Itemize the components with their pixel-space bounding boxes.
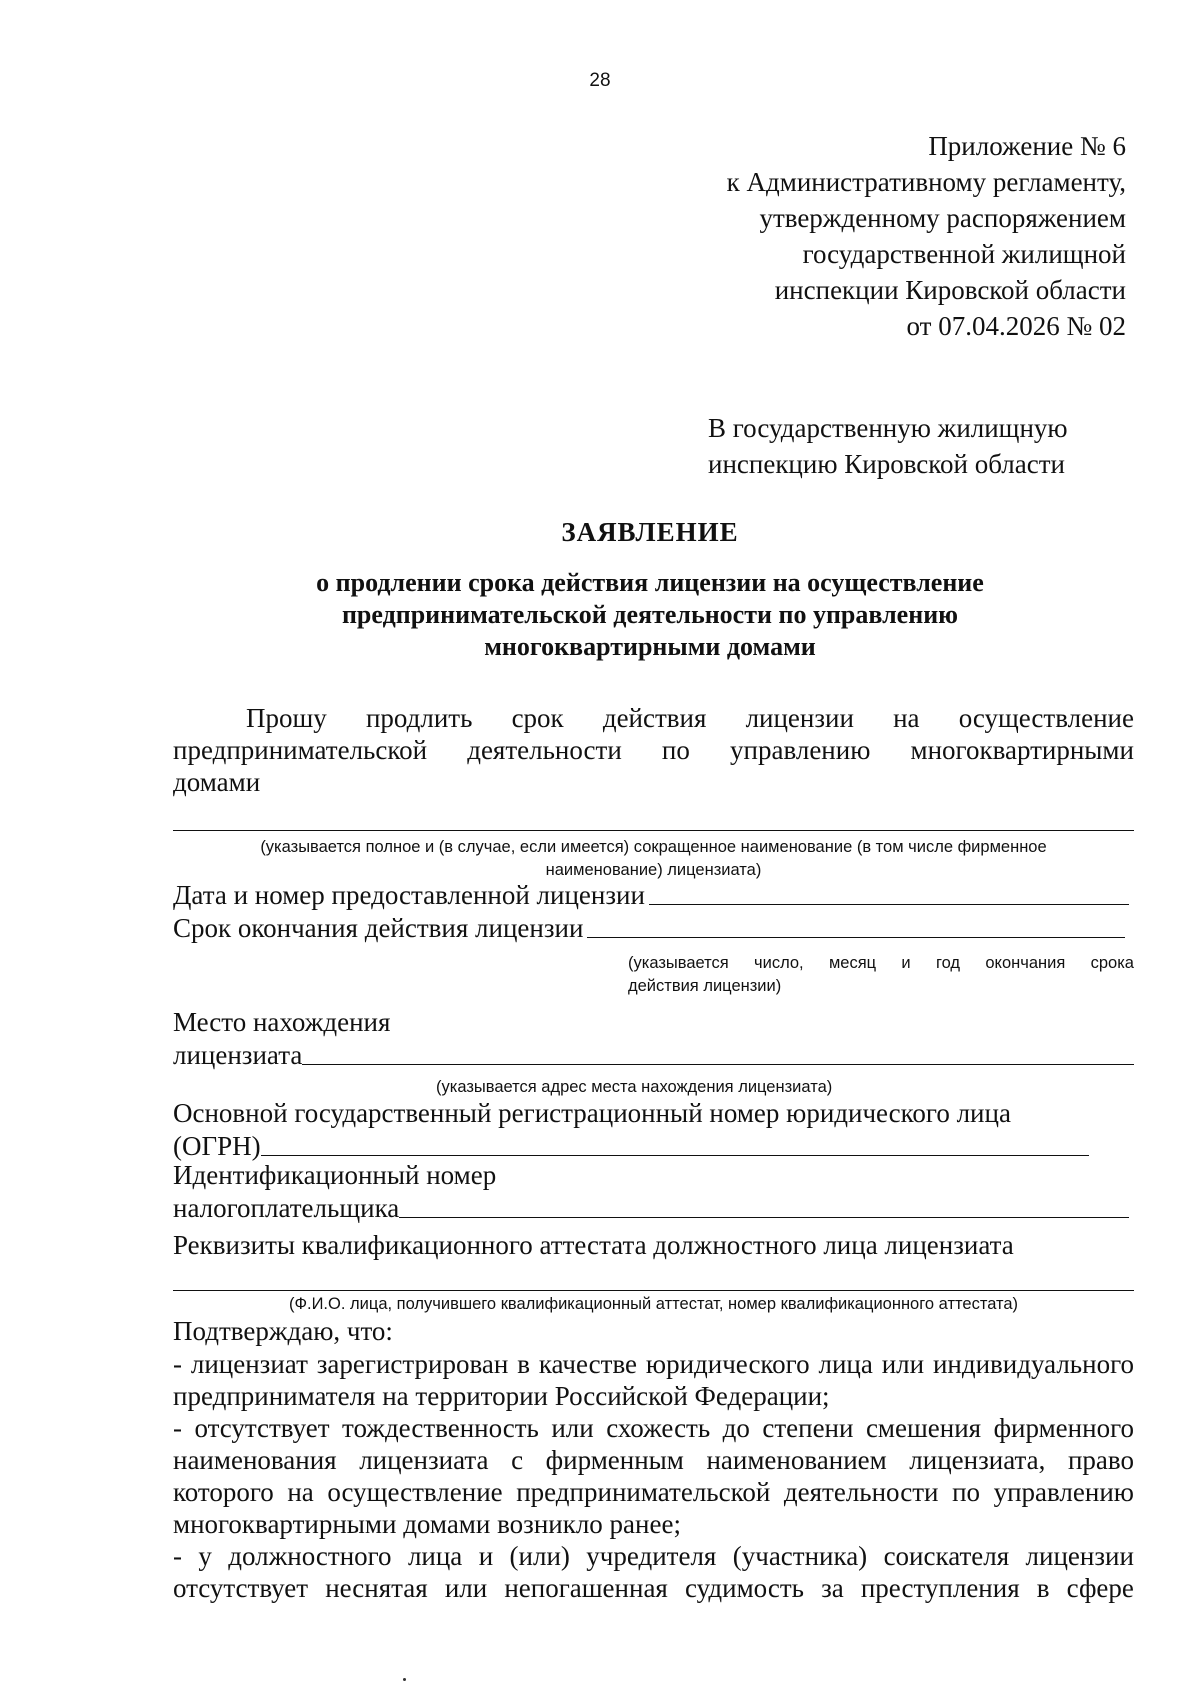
word: судимость [684, 1573, 804, 1603]
request-line-2 [173, 735, 1134, 766]
word: по [952, 1477, 981, 1507]
confirm-b1-line-2: предпринимателя на территории Российской Федерации; [173, 1381, 830, 1411]
word: и [478, 1541, 494, 1571]
expiry-field[interactable] [587, 937, 1125, 938]
expiry-hint-line-1 [628, 952, 1134, 975]
subtitle-line: о продлении срока действия лицензии на осуществление [316, 568, 984, 597]
annex-line: от 07.04.2026 № 02 [906, 311, 1126, 341]
word: фирменного [993, 1413, 1134, 1443]
confirm-b3-line-2 [173, 1573, 1134, 1604]
word: - [173, 1413, 182, 1443]
page-number: 28 [589, 70, 611, 91]
annex-block [727, 128, 1126, 344]
word: преступления [860, 1573, 1020, 1603]
request-line-1 [246, 703, 1134, 734]
word: срока [1090, 954, 1134, 972]
confirm-heading: Подтверждаю, что: [173, 1316, 393, 1346]
word: срок [511, 703, 564, 733]
location-label-1: Место нахождения [173, 1007, 391, 1037]
word: число, [754, 954, 804, 972]
location-field[interactable] [302, 1064, 1134, 1065]
word: по [661, 735, 690, 765]
word: лицензиата, [909, 1445, 1046, 1475]
word: у [198, 1541, 212, 1571]
word: фирменным [545, 1445, 684, 1475]
attestation-field[interactable] [173, 1290, 1134, 1291]
word: качестве [538, 1349, 638, 1379]
word: с [511, 1445, 524, 1475]
scan-speck [403, 1678, 406, 1681]
word: осуществление [958, 703, 1134, 733]
attestation-label: Реквизиты квалификационного аттестата должностного лица лицензиата [173, 1230, 1014, 1260]
word: месяц [828, 954, 877, 972]
word: отсутствует [173, 1573, 309, 1603]
word: соискателя [883, 1541, 1010, 1571]
word: лицензии [745, 703, 854, 733]
word: неснятая [325, 1573, 428, 1603]
word: за [821, 1573, 844, 1603]
word: лица [818, 1349, 873, 1379]
word: лицензиат [190, 1349, 308, 1379]
location-label-2: лицензиата [173, 1040, 303, 1070]
request-line-3: домами [173, 767, 261, 797]
word: схожесть [606, 1413, 711, 1443]
word: или [444, 1573, 488, 1603]
annex-line: Приложение № 6 [928, 131, 1126, 161]
word: отсутствует [194, 1413, 330, 1443]
word: (указывается [628, 954, 729, 972]
word: в [1036, 1573, 1050, 1603]
word: - [173, 1349, 182, 1379]
licensee-name-field[interactable] [173, 830, 1134, 831]
licensee-name-hint [173, 836, 1134, 882]
expiry-hint [628, 952, 1134, 998]
confirm-b3-line-1 [173, 1541, 1134, 1572]
word: до [722, 1413, 750, 1443]
word: на [287, 1477, 314, 1507]
word: и [901, 954, 911, 972]
confirm-b2-line-4: многоквартирными домами возникло ранее; [173, 1509, 681, 1539]
word: Прошу [246, 703, 327, 733]
word: многоквартирными [910, 735, 1134, 765]
recipient-line: В государственную жилищную [708, 413, 1068, 443]
hint-line: наименование) лицензиата) [545, 861, 762, 879]
word: лицензиата [359, 1445, 489, 1475]
word: управлению [730, 735, 871, 765]
document-title: ЗАЯВЛЕНИЕ [561, 517, 739, 547]
inn-label-1: Идентификационный номер [173, 1160, 497, 1190]
word: сфере [1066, 1573, 1134, 1603]
word: или [881, 1349, 925, 1379]
word: в [517, 1349, 530, 1379]
expiry-label: Срок окончания действия лицензии [173, 913, 584, 943]
recipient-line: инспекцию Кировской области [708, 449, 1065, 479]
expiry-row [173, 913, 1125, 944]
license-date-number-label: Дата и номер предоставленной лицензии [173, 880, 645, 910]
confirm-b2-line-3 [173, 1477, 1134, 1508]
annex-line: к Административному регламенту, [726, 167, 1126, 197]
license-date-number-row [173, 880, 1129, 911]
word: тождественность [342, 1413, 539, 1443]
word: или [551, 1413, 594, 1443]
word: предпринимательской [516, 1477, 771, 1507]
word: - [173, 1541, 182, 1571]
hint-line: (указывается полное и (в случае, если имеется) сокращенное наименование (в том числе фирменное [260, 838, 1047, 856]
inn-row [173, 1193, 1129, 1224]
expiry-hint-line-2: действия лицензии) [628, 977, 782, 995]
word: которого [173, 1477, 274, 1507]
word: действия [602, 703, 707, 733]
word: юридического [645, 1349, 810, 1379]
word: лица [407, 1541, 463, 1571]
annex-line: инспекции Кировской области [774, 275, 1126, 305]
word: деятельности [783, 1477, 939, 1507]
word: год [935, 954, 961, 972]
inn-label-2: налогоплательщика [173, 1193, 400, 1223]
word: предпринимательской [173, 735, 428, 765]
inn-field[interactable] [399, 1217, 1129, 1218]
word: право [1067, 1445, 1134, 1475]
location-hint: (указывается адрес места нахождения лицензиата) [436, 1078, 833, 1096]
confirm-b2-line-1 [173, 1413, 1134, 1444]
annex-line: утвержденному распоряжением [759, 203, 1126, 233]
word: индивидуального [932, 1349, 1134, 1379]
word: (участника) [732, 1541, 868, 1571]
word: осуществление [327, 1477, 503, 1507]
word: степени [762, 1413, 854, 1443]
recipient-block [708, 410, 1068, 482]
word: окончания [985, 954, 1066, 972]
word: смешения [865, 1413, 982, 1443]
subtitle-line: многоквартирными домами [484, 632, 816, 661]
word: наименованием [706, 1445, 887, 1475]
subtitle-line: предпринимательской деятельности по управлению [341, 600, 959, 629]
word: зарегистрирован [316, 1349, 509, 1379]
confirm-b1-line-1 [173, 1349, 1134, 1380]
ogrn-field[interactable] [261, 1155, 1089, 1156]
word: должностного [228, 1541, 392, 1571]
ogrn-label-1: Основной государственный регистрационный номер юридического лица [173, 1098, 1011, 1128]
annex-line: государственной жилищной [802, 239, 1126, 269]
word: деятельности [467, 735, 622, 765]
ogrn-label-2: (ОГРН) [173, 1131, 261, 1161]
location-row [173, 1040, 1134, 1071]
word: непогашенная [504, 1573, 668, 1603]
word: продлить [365, 703, 473, 733]
word: (или) [509, 1541, 570, 1571]
word: учредителя [586, 1541, 717, 1571]
word: лицензии [1025, 1541, 1134, 1571]
word: управлению [993, 1477, 1134, 1507]
ogrn-row [173, 1131, 1089, 1162]
word: наименования [173, 1445, 337, 1475]
license-date-number-field[interactable] [649, 904, 1129, 905]
document-subtitle [0, 567, 1200, 663]
attestation-hint: (Ф.И.О. лица, получившего квалификационный аттестат, номер квалификационного аттестата) [288, 1295, 1019, 1313]
confirm-b2-line-2 [173, 1445, 1134, 1476]
word: на [893, 703, 920, 733]
